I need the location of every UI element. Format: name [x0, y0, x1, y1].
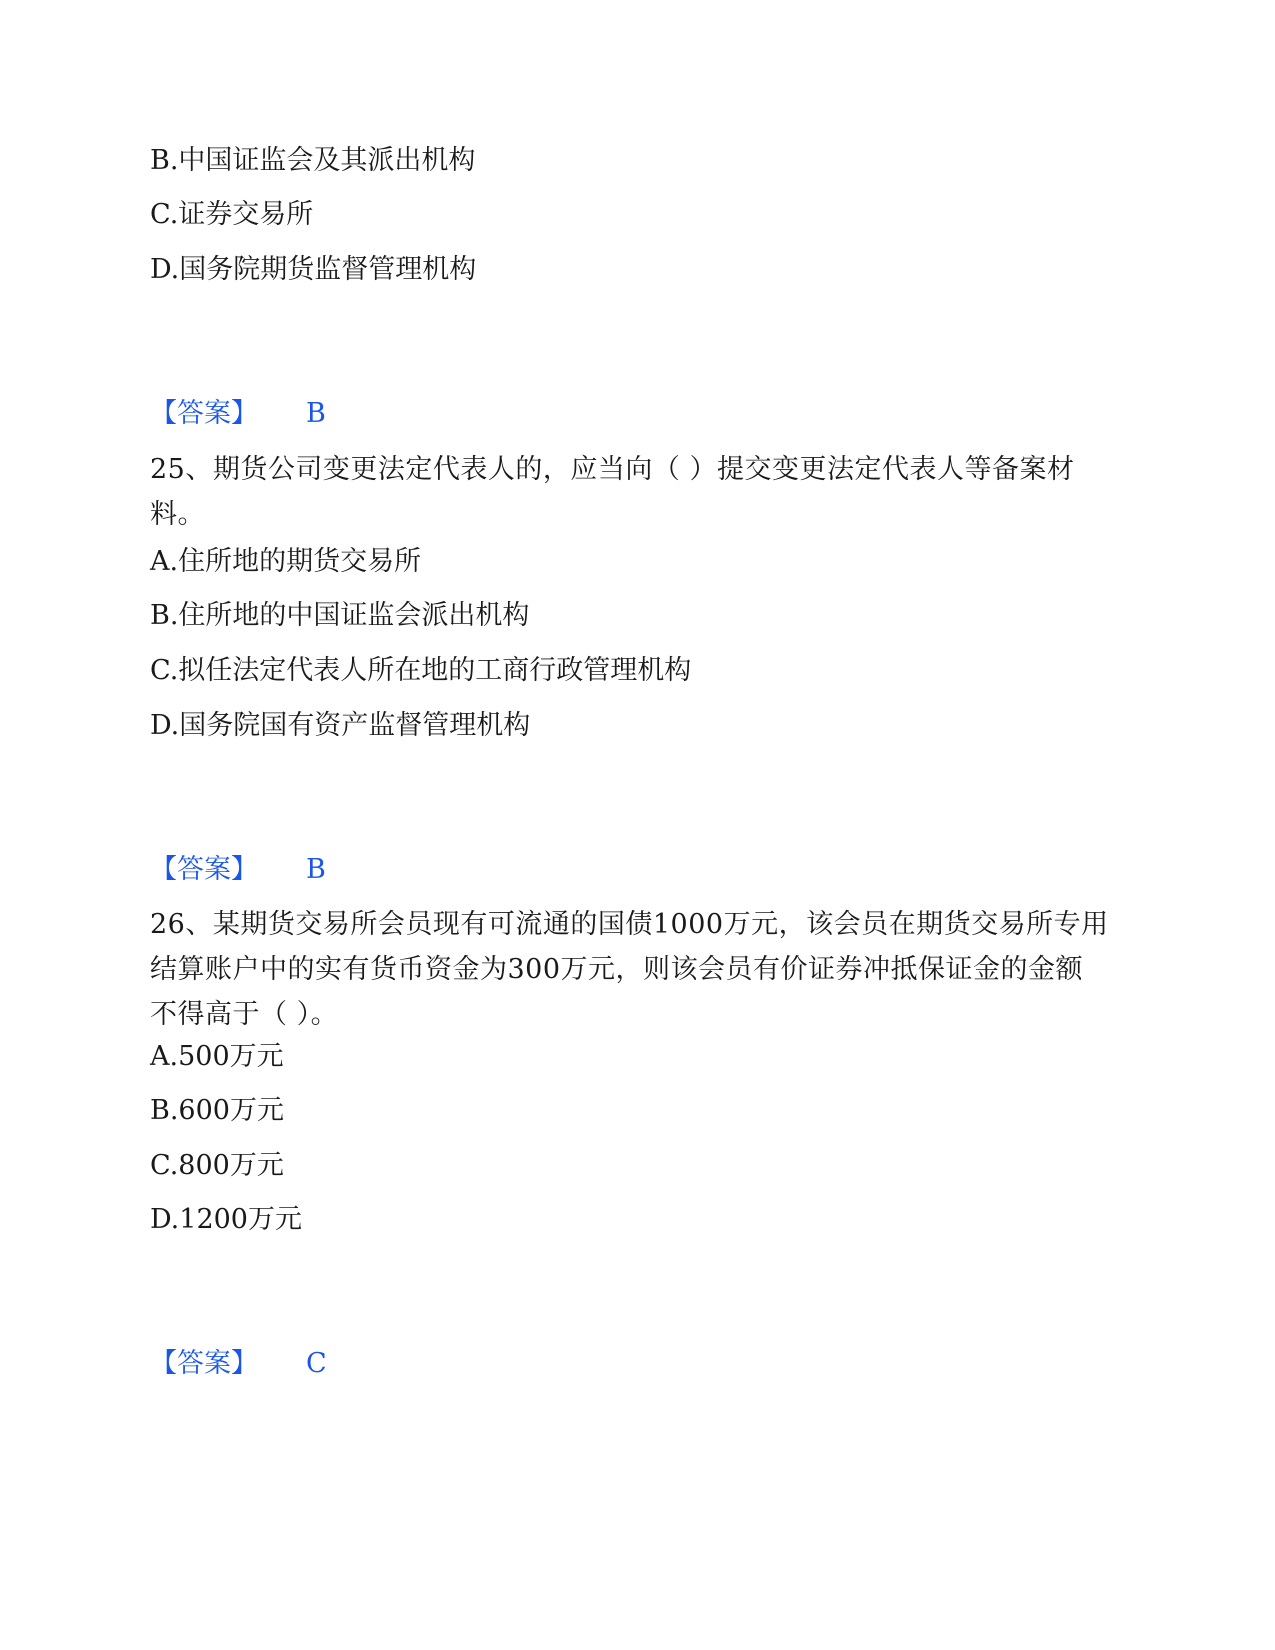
answer-value: C — [306, 1348, 327, 1379]
answer-value: B — [306, 398, 326, 429]
q26-answer — [150, 1347, 327, 1381]
answer-value: B — [306, 854, 326, 885]
answer-tag: 【答案】 — [150, 854, 258, 885]
answer-tag: 【答案】 — [150, 1348, 258, 1379]
q24-option-b: B.中国证监会及其派出机构 — [150, 145, 476, 176]
q25-option-d: D.国务院国有资产监督管理机构 — [150, 710, 531, 741]
q24-answer — [150, 397, 326, 431]
q26-option-c: C.800万元 — [150, 1150, 284, 1181]
q26-stem: 26、某期货交易所会员现有可流通的国债1000万元，该会员在期货交易所专用结算账户中的实有货币资金为300万元，则该会员有价证券冲抵保证金的金额不得高于（ ）。 — [150, 909, 1109, 1030]
q26-option-a: A.500万元 — [150, 1041, 284, 1072]
answer-tag: 【答案】 — [150, 398, 258, 429]
q26-option-d: D.1200万元 — [150, 1204, 302, 1235]
q25-answer — [150, 853, 326, 887]
q26-option-b: B.600万元 — [150, 1095, 284, 1126]
q24-option-d: D.国务院期货监督管理机构 — [150, 254, 477, 285]
q24-option-c: C.证券交易所 — [150, 199, 314, 230]
q25-option-b: B.住所地的中国证监会派出机构 — [150, 600, 530, 631]
q25-option-c: C.拟任法定代表人所在地的工商行政管理机构 — [150, 655, 692, 686]
q25-stem: 25、期货公司变更法定代表人的，应当向（ ）提交变更法定代表人等备案材料。 — [150, 454, 1075, 530]
q25-option-a: A.住所地的期货交易所 — [150, 546, 422, 577]
